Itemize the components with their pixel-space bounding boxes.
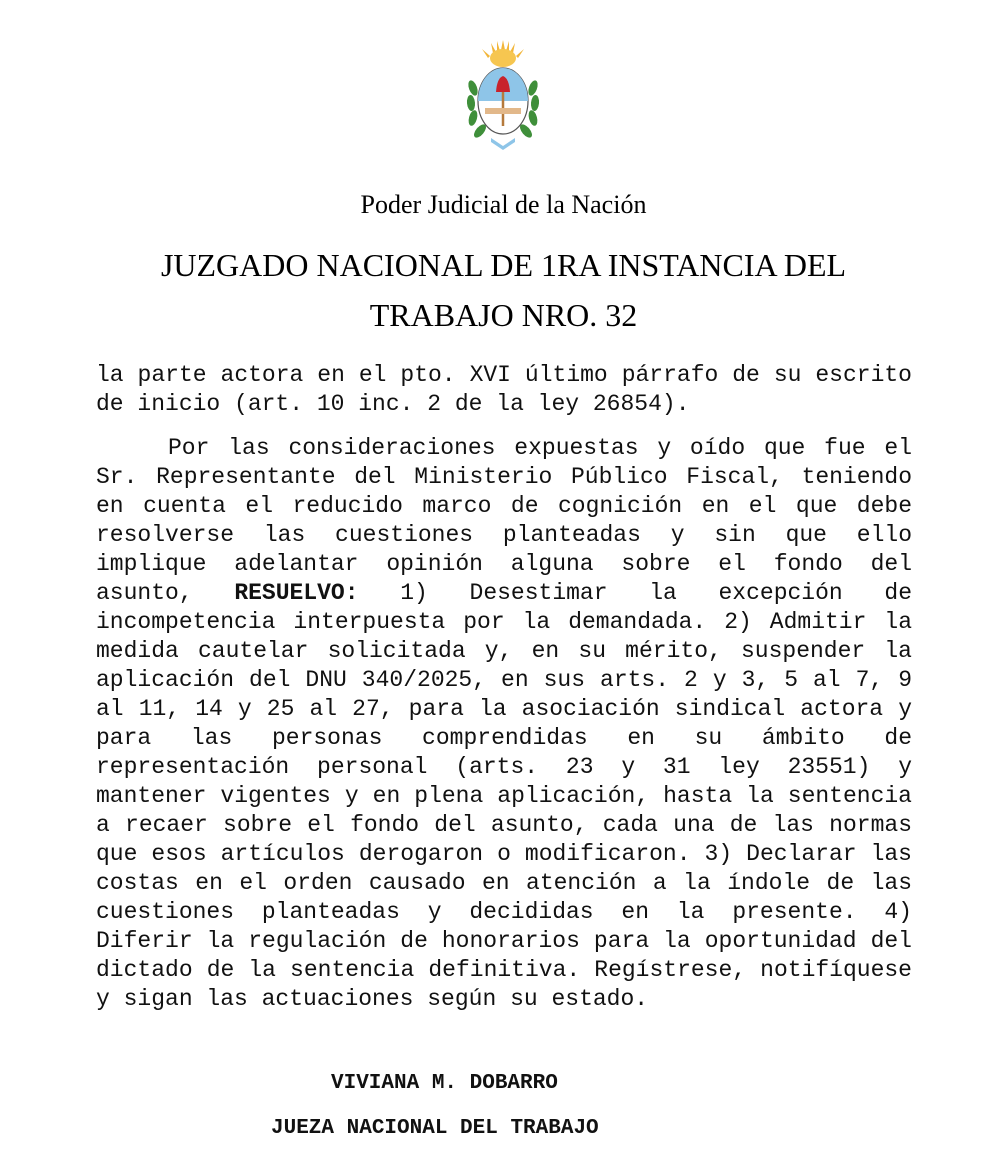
paragraph-2-resolution: 1) Desestimar la excepción de incompetencia interpuesta por la demandada. 2) Admitir la medida cautelar solicitada y, en su mérito, suspender la aplicación del DNU 340/2025, en sus arts. 2 y 3, 5 al 7, 9 al 11, 14 y 25 al 27, para la asociación sindical actora y para las personas comprendidas en su ámbito de representación personal (arts. 23 y 31 ley 23551) y mantener vigentes y en plena aplicación, hasta la sentencia a recaer sobre el fondo del asunto, cada una de las normas que esos artículos derogaron o modificaron. 3) Declarar las costas en el orden causado en atención a la índole de las cuestiones planteadas y decididas en la presente. 4) Diferir la regulación de honorarios para la oportunidad del dictado de la sentencia definitiva. Regístrese, notifíquese y sigan las actuaciones según su estado. bbox=[96, 580, 912, 1012]
sun-face-icon bbox=[490, 49, 516, 67]
paragraph-2-considerations: Por las consideraciones expuestas y oído que fue el Sr. Representante del Ministerio Público Fiscal, teniendo en cuenta el reducido marco de cognición en el que debe resolverse las cuestiones planteadas y sin que ello implique adelantar opinión alguna sobre el fondo del asunto, bbox=[96, 435, 912, 606]
body-paragraph-1: la parte actora en el pto. XVI último párrafo de su escrito de inicio (art. 10 inc. 2 de la ley 26854). bbox=[96, 362, 912, 417]
institution-name: Poder Judicial de la Nación bbox=[360, 190, 647, 219]
body-paragraph-2 bbox=[96, 434, 912, 1014]
court-title-line-2: TRABAJO NRO. 32 bbox=[369, 297, 638, 333]
resuelvo-keyword: RESUELVO: bbox=[234, 580, 359, 606]
court-title-line-1: JUZGADO NACIONAL DE 1RA INSTANCIA DEL bbox=[160, 247, 847, 283]
signature-name: VIVIANA M. DOBARRO bbox=[331, 1072, 558, 1095]
signature-title: JUEZA NACIONAL DEL TRABAJO bbox=[271, 1117, 599, 1140]
argentina-coat-of-arms-icon bbox=[463, 38, 543, 158]
